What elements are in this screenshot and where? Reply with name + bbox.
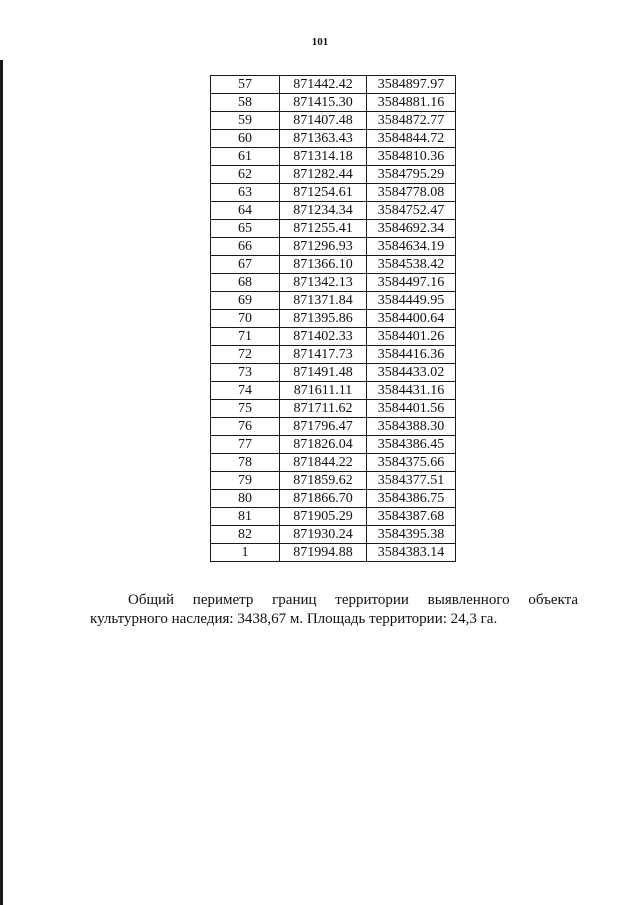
point-number-cell: 70	[211, 310, 280, 328]
x-coordinate-cell: 871363.43	[280, 130, 367, 148]
point-number-cell: 61	[211, 148, 280, 166]
table-row	[211, 112, 456, 130]
x-coordinate-cell: 871415.30	[280, 94, 367, 112]
y-coordinate-cell: 3584401.26	[367, 328, 456, 346]
y-coordinate-cell: 3584383.14	[367, 544, 456, 562]
x-coordinate-cell: 871282.44	[280, 166, 367, 184]
point-number-cell: 65	[211, 220, 280, 238]
x-coordinate-cell: 871254.61	[280, 184, 367, 202]
table-row	[211, 166, 456, 184]
y-coordinate-cell: 3584401.56	[367, 400, 456, 418]
y-coordinate-cell: 3584844.72	[367, 130, 456, 148]
point-number-cell: 59	[211, 112, 280, 130]
point-number-cell: 82	[211, 526, 280, 544]
point-number-cell: 57	[211, 76, 280, 94]
table-row	[211, 472, 456, 490]
y-coordinate-cell: 3584400.64	[367, 310, 456, 328]
table-row	[211, 130, 456, 148]
x-coordinate-cell: 871371.84	[280, 292, 367, 310]
table-row	[211, 490, 456, 508]
point-number-cell: 81	[211, 508, 280, 526]
point-number-cell: 80	[211, 490, 280, 508]
table-row	[211, 94, 456, 112]
y-coordinate-cell: 3584692.34	[367, 220, 456, 238]
x-coordinate-cell: 871930.24	[280, 526, 367, 544]
point-number-cell: 78	[211, 454, 280, 472]
table-row	[211, 346, 456, 364]
point-number-cell: 62	[211, 166, 280, 184]
point-number-cell: 73	[211, 364, 280, 382]
table-row	[211, 238, 456, 256]
table-row	[211, 526, 456, 544]
y-coordinate-cell: 3584433.02	[367, 364, 456, 382]
y-coordinate-cell: 3584386.45	[367, 436, 456, 454]
y-coordinate-cell: 3584881.16	[367, 94, 456, 112]
y-coordinate-cell: 3584778.08	[367, 184, 456, 202]
table-row	[211, 418, 456, 436]
x-coordinate-cell: 871314.18	[280, 148, 367, 166]
y-coordinate-cell: 3584395.38	[367, 526, 456, 544]
point-number-cell: 68	[211, 274, 280, 292]
x-coordinate-cell: 871905.29	[280, 508, 367, 526]
table-row	[211, 364, 456, 382]
y-coordinate-cell: 3584431.16	[367, 382, 456, 400]
x-coordinate-cell: 871342.13	[280, 274, 367, 292]
x-coordinate-cell: 871234.34	[280, 202, 367, 220]
point-number-cell: 66	[211, 238, 280, 256]
table-row	[211, 508, 456, 526]
table-row	[211, 382, 456, 400]
x-coordinate-cell: 871402.33	[280, 328, 367, 346]
y-coordinate-cell: 3584897.97	[367, 76, 456, 94]
x-coordinate-cell: 871866.70	[280, 490, 367, 508]
table-row	[211, 256, 456, 274]
point-number-cell: 76	[211, 418, 280, 436]
y-coordinate-cell: 3584388.30	[367, 418, 456, 436]
point-number-cell: 79	[211, 472, 280, 490]
table-row	[211, 148, 456, 166]
table-row	[211, 436, 456, 454]
x-coordinate-cell: 871611.11	[280, 382, 367, 400]
x-coordinate-cell: 871994.88	[280, 544, 367, 562]
summary-line-2: культурного наследия: 3438,67 м. Площадь территории: 24,3 га.	[90, 611, 498, 627]
table-row	[211, 328, 456, 346]
y-coordinate-cell: 3584795.29	[367, 166, 456, 184]
x-coordinate-cell: 871796.47	[280, 418, 367, 436]
table-row	[211, 220, 456, 238]
y-coordinate-cell: 3584752.47	[367, 202, 456, 220]
point-number-cell: 69	[211, 292, 280, 310]
x-coordinate-cell: 871844.22	[280, 454, 367, 472]
table-row	[211, 202, 456, 220]
y-coordinate-cell: 3584634.19	[367, 238, 456, 256]
x-coordinate-cell: 871296.93	[280, 238, 367, 256]
table-row	[211, 292, 456, 310]
point-number-cell: 64	[211, 202, 280, 220]
y-coordinate-cell: 3584810.36	[367, 148, 456, 166]
y-coordinate-cell: 3584375.66	[367, 454, 456, 472]
y-coordinate-cell: 3584538.42	[367, 256, 456, 274]
point-number-cell: 63	[211, 184, 280, 202]
x-coordinate-cell: 871859.62	[280, 472, 367, 490]
point-number-cell: 72	[211, 346, 280, 364]
table-row	[211, 454, 456, 472]
x-coordinate-cell: 871366.10	[280, 256, 367, 274]
summary-paragraph	[90, 591, 578, 629]
x-coordinate-cell: 871491.48	[280, 364, 367, 382]
x-coordinate-cell: 871711.62	[280, 400, 367, 418]
table-row	[211, 544, 456, 562]
coordinates-table	[210, 75, 456, 562]
page-number: 101	[311, 36, 329, 48]
y-coordinate-cell: 3584387.68	[367, 508, 456, 526]
summary-line-1: Общий периметр границ территории выявленного объекта	[128, 592, 578, 608]
point-number-cell: 60	[211, 130, 280, 148]
scan-edge	[0, 60, 3, 905]
table-row	[211, 76, 456, 94]
y-coordinate-cell: 3584416.36	[367, 346, 456, 364]
y-coordinate-cell: 3584449.95	[367, 292, 456, 310]
table-row	[211, 184, 456, 202]
point-number-cell: 75	[211, 400, 280, 418]
point-number-cell: 71	[211, 328, 280, 346]
y-coordinate-cell: 3584386.75	[367, 490, 456, 508]
y-coordinate-cell: 3584497.16	[367, 274, 456, 292]
table-row	[211, 400, 456, 418]
y-coordinate-cell: 3584872.77	[367, 112, 456, 130]
point-number-cell: 77	[211, 436, 280, 454]
table-row	[211, 274, 456, 292]
x-coordinate-cell: 871407.48	[280, 112, 367, 130]
y-coordinate-cell: 3584377.51	[367, 472, 456, 490]
point-number-cell: 1	[211, 544, 280, 562]
table-row	[211, 310, 456, 328]
x-coordinate-cell: 871255.41	[280, 220, 367, 238]
x-coordinate-cell: 871442.42	[280, 76, 367, 94]
point-number-cell: 74	[211, 382, 280, 400]
coordinates-table-body	[211, 76, 456, 562]
x-coordinate-cell: 871417.73	[280, 346, 367, 364]
x-coordinate-cell: 871826.04	[280, 436, 367, 454]
point-number-cell: 58	[211, 94, 280, 112]
x-coordinate-cell: 871395.86	[280, 310, 367, 328]
point-number-cell: 67	[211, 256, 280, 274]
